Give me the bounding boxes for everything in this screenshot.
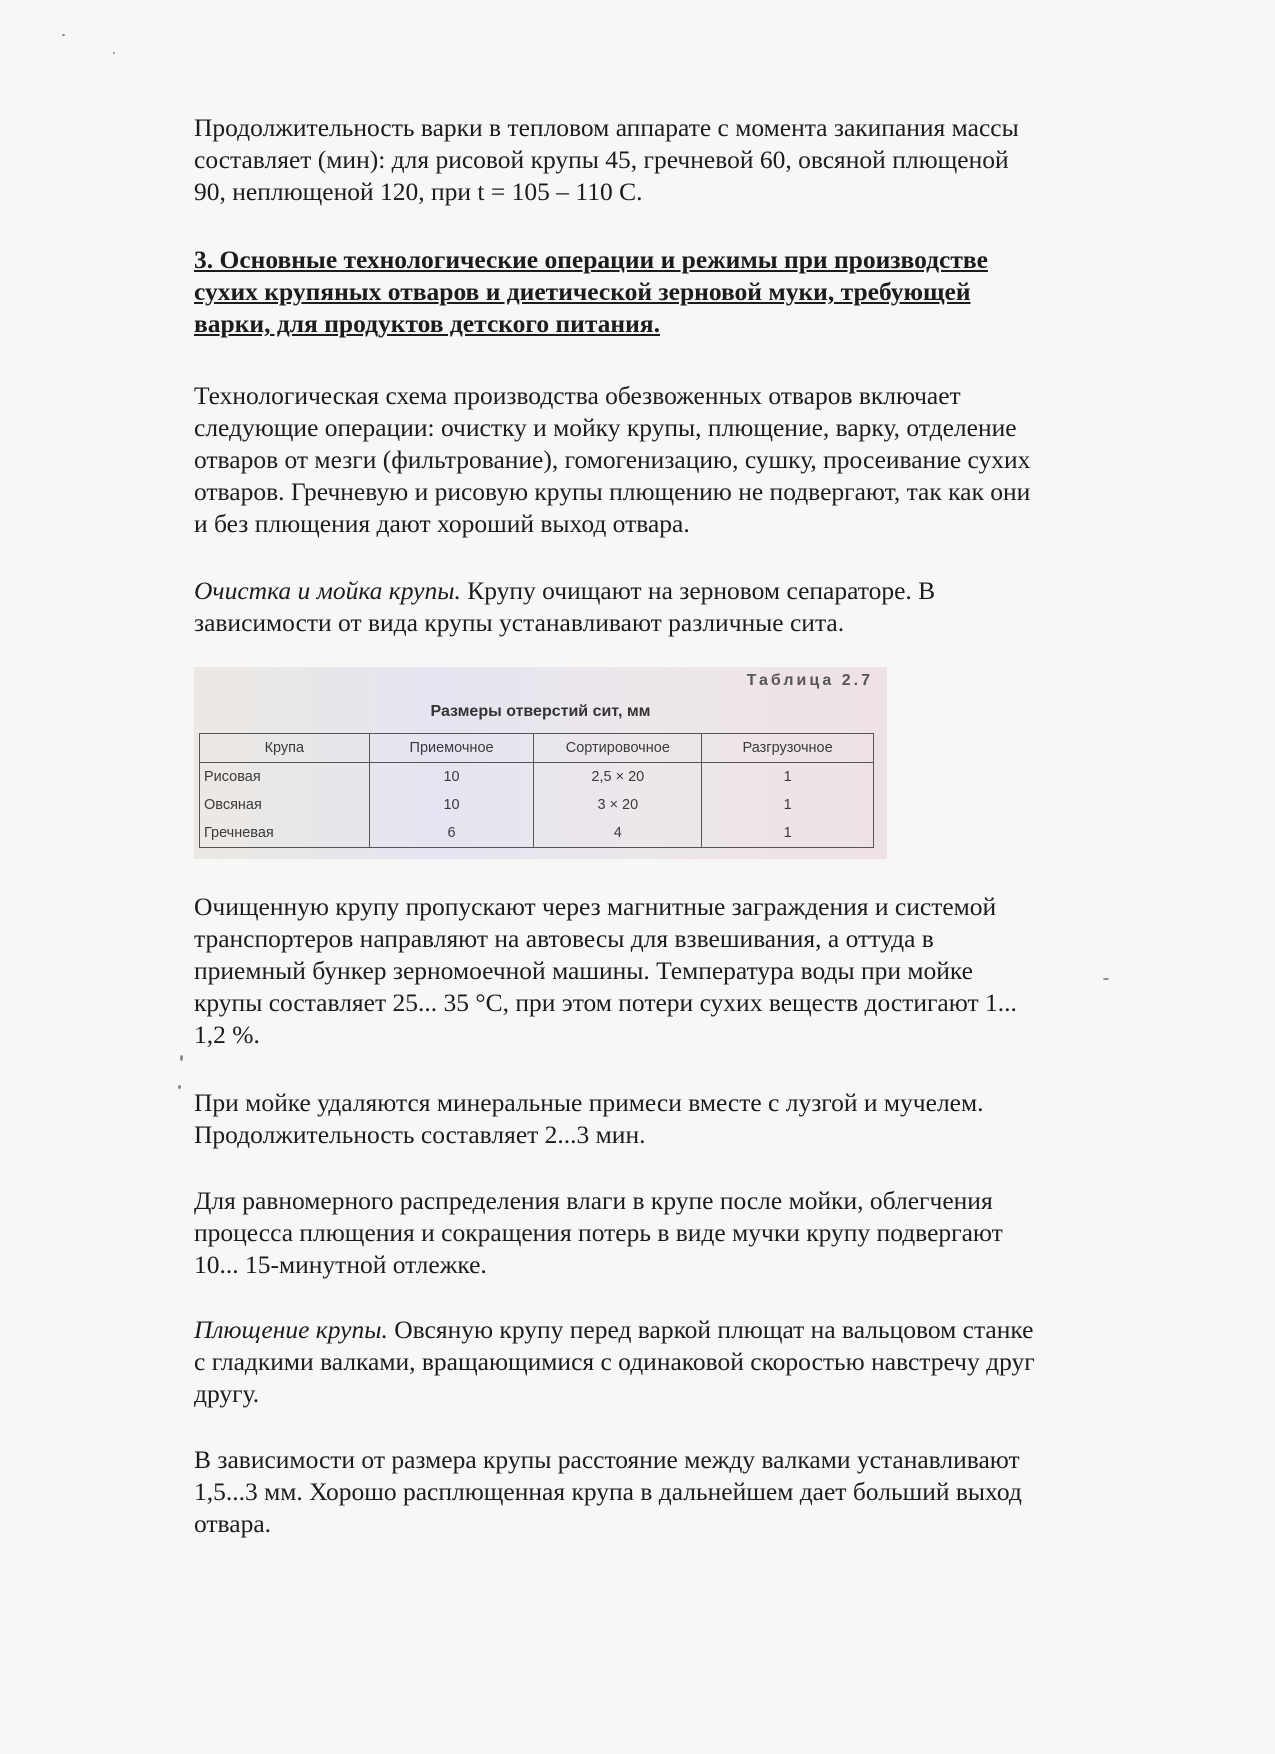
scan-speck — [113, 52, 115, 54]
text-line: Технологическая схема производства обезвоженных отваров включает — [194, 381, 961, 410]
table-cell: 10 — [369, 791, 534, 819]
paragraph-magnetic-separation — [194, 891, 1174, 1051]
text-line: 1,2 %. — [194, 1020, 260, 1049]
scan-speck — [180, 1055, 183, 1061]
column-header: Сортировочное — [534, 734, 702, 763]
column-header: Крупа — [200, 734, 370, 763]
sieve-table-image — [194, 667, 887, 859]
text-line: В зависимости от размера крупы расстояние между валками устанавливают — [194, 1445, 1020, 1474]
text-line: Продолжительность составляет 2...3 мин. — [194, 1120, 646, 1149]
paragraph-flattening — [194, 1314, 1174, 1410]
table-cell: Рисовая — [200, 763, 370, 792]
heading-line: 3. Основные технологические операции и режимы при производстве — [194, 245, 988, 274]
text-line: составляет (мин): для рисовой крупы 45, гречневой 60, овсяной плющеной — [194, 145, 1009, 174]
paragraph-cooking-duration — [194, 112, 1174, 208]
column-header: Разгрузочное — [702, 734, 874, 763]
text-line: крупы составляет 25... 35 °С, при этом потери сухих веществ достигают 1... — [194, 988, 1017, 1017]
heading-line: сухих крупяных отваров и диетической зерновой муки, требующей — [194, 277, 971, 306]
table-header-row — [200, 734, 874, 763]
table-row — [200, 791, 874, 819]
text-line: Продолжительность варки в тепловом аппарате с момента закипания массы — [194, 113, 1019, 142]
italic-lead: Очистка и мойка крупы. — [194, 576, 461, 605]
table-cell: 2,5 × 20 — [534, 763, 702, 792]
table-row — [200, 763, 874, 792]
paragraph-cleaning — [194, 575, 1174, 639]
paragraph-roller-gap — [194, 1444, 1174, 1540]
table-cell: 1 — [702, 763, 874, 792]
text-line: отваров от мезги (фильтрование), гомогенизацию, сушку, просеивание сухих — [194, 445, 1031, 474]
table-cell: Овсяная — [200, 791, 370, 819]
scan-speck — [178, 1085, 181, 1089]
table-cell: 1 — [702, 791, 874, 819]
text-line: 10... 15-минутной отлежке. — [194, 1250, 487, 1279]
table-row — [200, 819, 874, 848]
column-header: Приемочное — [369, 734, 534, 763]
text-line: процесса плющения и сокращения потерь в виде мучки крупу подвергают — [194, 1218, 1003, 1247]
table-cell: 1 — [702, 819, 874, 848]
table-number: Таблица 2.7 — [746, 672, 873, 689]
section-heading — [194, 244, 1174, 340]
heading-line: варки, для продуктов детского питания. — [194, 309, 660, 338]
table-cell: 4 — [534, 819, 702, 848]
scan-speck — [1103, 978, 1109, 980]
text-line: 90, неплющеной 120, при t = 105 – 110 С. — [194, 177, 643, 206]
text-line: отваров. Гречневую и рисовую крупы плющению не подвергают, так как они — [194, 477, 1031, 506]
text-line: Для равномерного распределения влаги в крупе после мойки, облегчения — [194, 1186, 993, 1215]
table-cell: Гречневая — [200, 819, 370, 848]
text-line: Очищенную крупу пропускают через магнитные заграждения и системой — [194, 892, 997, 921]
text-line: другу. — [194, 1379, 260, 1408]
paragraph-washing — [194, 1087, 1174, 1151]
text-line: При мойке удаляются минеральные примеси вместе с лузгой и мучелем. — [194, 1088, 984, 1117]
text-line: и без плющения дают хороший выход отвара. — [194, 509, 690, 538]
text-fragment: Овсяную крупу перед варкой плющат на вальцовом станке — [387, 1315, 1034, 1344]
paragraph-tempering — [194, 1185, 1174, 1281]
text-line: с гладкими валками, вращающимися с одинаковой скоростью навстречу друг — [194, 1347, 1035, 1376]
table-cell: 6 — [369, 819, 534, 848]
paragraph-process-scheme — [194, 380, 1174, 540]
text-line: приемный бункер зерномоечной машины. Температура воды при мойке — [194, 956, 973, 985]
text-line: отвара. — [194, 1509, 272, 1538]
table-cell: 10 — [369, 763, 534, 792]
text-line: транспортеров направляют на автовесы для взвешивания, а оттуда в — [194, 924, 934, 953]
table-caption: Размеры отверстий сит, мм — [430, 703, 651, 720]
table-cell: 3 × 20 — [534, 791, 702, 819]
text-line — [194, 575, 1174, 607]
sieve-table — [199, 733, 874, 848]
italic-lead: Плющение крупы. — [194, 1315, 388, 1344]
text-line: зависимости от вида крупы устанавливают различные сита. — [194, 608, 845, 637]
text-line — [194, 1314, 1174, 1346]
text-line: 1,5...3 мм. Хорошо расплющенная крупа в дальнейшем дает больший выход — [194, 1477, 1022, 1506]
scan-speck — [62, 34, 65, 36]
text-line: следующие операции: очистку и мойку крупы, плющение, варку, отделение — [194, 413, 1017, 442]
text-fragment: Крупу очищают на зерновом сепараторе. В — [460, 576, 936, 605]
